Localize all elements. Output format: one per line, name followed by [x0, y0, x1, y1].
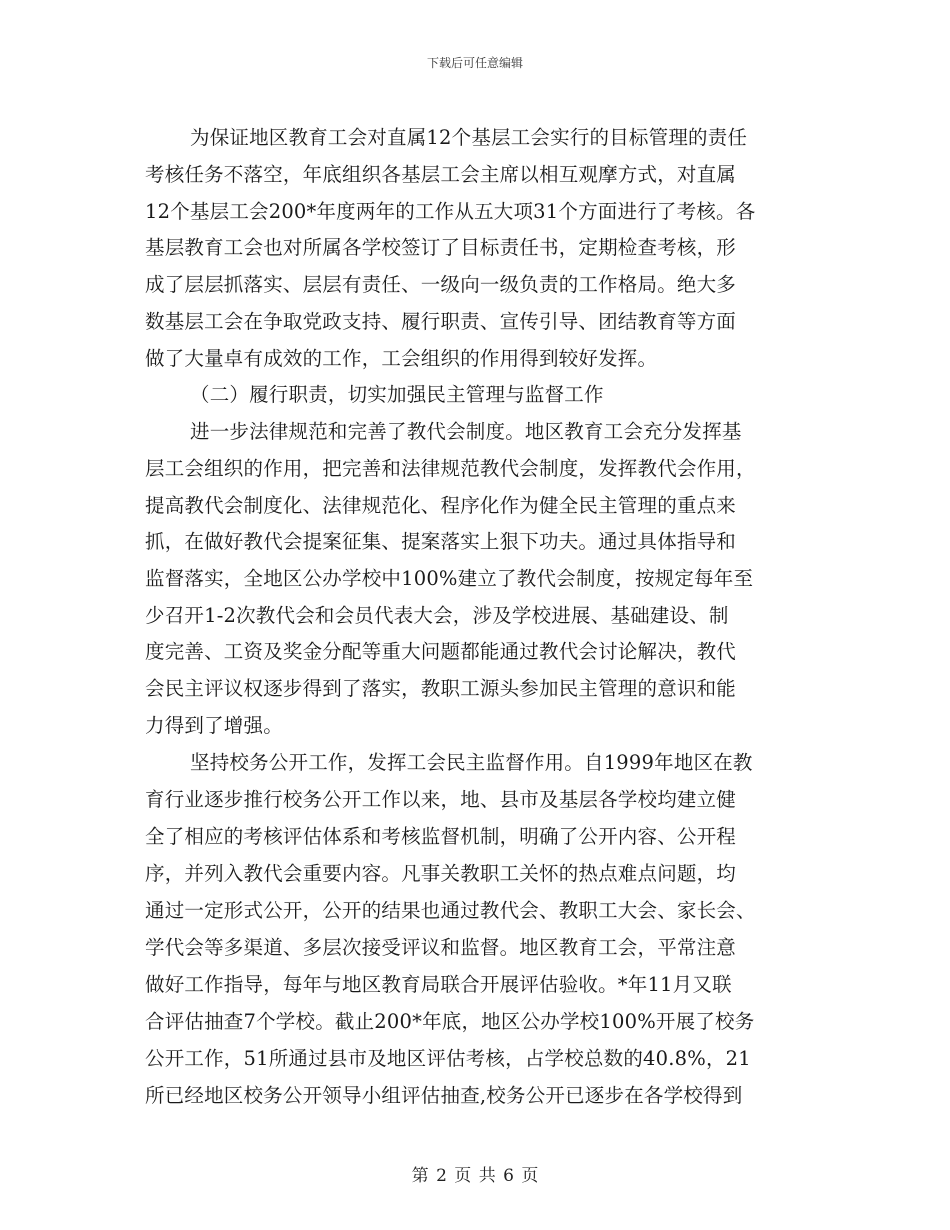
paragraph-line: 坚持校务公开工作，发挥工会民主监督作用。自1999年地区在教 — [190, 751, 753, 774]
section-heading: （二）履行职责，切实加强民主管理与监督工作 — [190, 383, 604, 406]
page-header: 下载后可任意编辑 — [426, 56, 523, 70]
paragraph-line: 合评估抽查7个学校。截止200*年底，地区公办学校100%开展了校务 — [145, 1010, 755, 1033]
paragraph-line: 学代会等多渠道、多层次接受评议和监督。地区教育工会，平常注意 — [145, 936, 737, 959]
paragraph-line: 公开工作，51所通过县市及地区评估考核，占学校总数的40.8%，21 — [145, 1047, 751, 1070]
paragraph-line: 数基层工会在争取党政支持、履行职责、宣传引导、团结教育等方面 — [145, 310, 737, 333]
paragraph-line: 度完善、工资及奖金分配等重大问题都能通过教代会讨论解决，教代 — [145, 640, 737, 663]
paragraph-line: 抓，在做好教代会提案征集、提案落实上狠下功夫。通过具体指导和 — [145, 530, 737, 553]
paragraph-line: 会民主评议权逐步得到了落实，教职工源头参加民主管理的意识和能 — [145, 677, 737, 700]
paragraph-line: 进一步法律规范和完善了教代会制度。地区教育工会充分发挥基 — [190, 420, 742, 443]
paragraph-line: 考核任务不落空，年底组织各基层工会主席以相互观摩方式，对直属 — [145, 163, 737, 186]
paragraph-line: 12个基层工会200*年度两年的工作从五大项31个方面进行了考核。各 — [145, 200, 756, 223]
paragraph-line: 序，并列入教代会重要内容。凡事关教职工关怀的热点难点问题，均 — [145, 862, 737, 885]
page-number: 第 2 页 共 6 页 — [411, 1166, 539, 1186]
paragraph-line: 提高教代会制度化、法律规范化、程序化作为健全民主管理的重点来 — [145, 494, 737, 517]
paragraph-line: 成了层层抓落实、层层有责任、一级向一级负责的工作格局。绝大多 — [145, 273, 737, 296]
paragraph-line: 力得到了增强。 — [145, 714, 283, 737]
paragraph-line: 通过一定形式公开，公开的结果也通过教代会、教职工大会、家长会、 — [145, 899, 756, 922]
paragraph-line: 基层教育工会也对所属各学校签订了目标责任书，定期检查考核，形 — [145, 236, 737, 259]
paragraph-line: 所已经地区校务公开领导小组评估抽查,校务公开已逐步在各学校得到 — [145, 1084, 743, 1107]
paragraph-line: 育行业逐步推行校务公开工作以来，地、县市及基层各学校均建立健 — [145, 788, 737, 811]
paragraph-line: 监督落实，全地区公办学校中100%建立了教代会制度，按规定每年至 — [145, 567, 754, 590]
paragraph-line: 全了相应的考核评估体系和考核监督机制，明确了公开内容、公开程 — [145, 825, 737, 848]
paragraph-line: 层工会组织的作用，把完善和法律规范教代会制度，发挥教代会作用， — [145, 457, 756, 480]
paragraph-line: 做好工作指导，每年与地区教育局联合开展评估验收。*年11月又联 — [145, 973, 732, 996]
paragraph-line: 做了大量卓有成效的工作，工会组织的作用得到较好发挥。 — [145, 347, 658, 370]
paragraph-line: 少召开1-2次教代会和会员代表大会，涉及学校进展、基础建设、制 — [145, 604, 729, 627]
paragraph-line: 为保证地区教育工会对直属12个基层工会实行的目标管理的责任 — [190, 126, 748, 149]
